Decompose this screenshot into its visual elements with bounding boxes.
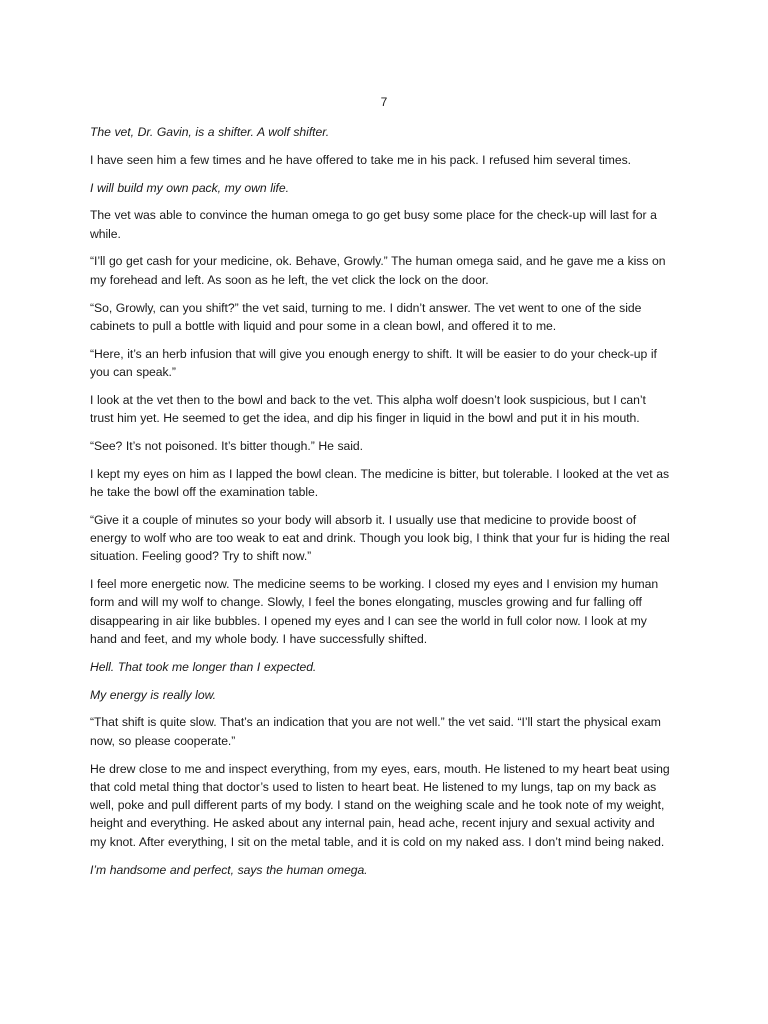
paragraph: The vet, Dr. Gavin, is a shifter. A wolf shifter.: [90, 125, 330, 139]
paragraph: “Give it a couple of minutes so your body will absorb it. I usually use that medicine to provide boost of energy to wolf who are too weak to eat and drink. Though you look big, I think that your fur is hiding the real situation. Feeling good? Try to shift now.”: [90, 512, 670, 564]
paragraph: Hell. That took me longer than I expected.: [90, 659, 317, 674]
paragraph: “So, Growly, can you shift?” the vet said, turning to me. I didn’t answer. The vet went to one of the side cabinets to pull a bottle with liquid and pour some in a clean bowl, and offered it to me.: [90, 300, 642, 333]
page-body: [90, 123, 672, 888]
paragraph: I kept my eyes on him as I lapped the bowl clean. The medicine is bitter, but tolerable. I looked at the vet as he take the bowl off the examination table.: [90, 466, 670, 499]
paragraph: He drew close to me and inspect everything, from my eyes, ears, mouth. He listened to my heart beat using that cold metal thing that doctor’s used to listen to heart beat. He listened to my lungs, tap on my back as well, poke and pull different parts of my body. I stand on the weighing scale and he took note of my weight, height and everything. He asked about any internal pain, head ache, recent injury and sexual activity and my knot. After everything, I sit on the metal table, and it is cold on my naked ass. I don’t mind being naked.: [90, 761, 670, 849]
paragraph: “That shift is quite slow. That’s an indication that you are not well.” the vet said. “I’ll start the physical exam now, so please cooperate.”: [90, 715, 661, 748]
paragraph: I will build my own pack, my own life.: [90, 180, 289, 195]
paragraph: “See? It’s not poisoned. It’s bitter though.” He said.: [90, 438, 363, 453]
paragraph: I feel more energetic now. The medicine seems to be working. I closed my eyes and I envision my human form and will my wolf to change. Slowly, I feel the bones elongating, muscles growing and fur falling off disappearing in air like bubbles. I opened my eyes and I can see the world in full color now. I look at my hand and feet, and my whole body. I have successfully shifted.: [90, 577, 659, 647]
paragraph: The vet was able to convince the human omega to go get busy some place for the check-up will last for a while.: [90, 208, 657, 241]
paragraph: I’m handsome and perfect, says the human omega.: [90, 862, 368, 877]
paragraph: I have seen him a few times and he have offered to take me in his pack. I refused him several times.: [90, 152, 631, 167]
paragraph: My energy is really low.: [90, 687, 216, 702]
paragraph: “I’ll go get cash for your medicine, ok. Behave, Growly.” The human omega said, and he gave me a kiss on my forehead and left. As soon as he left, the vet click the lock on the door.: [90, 254, 666, 287]
paragraph: “Here, it’s an herb infusion that will give you enough energy to shift. It will be easier to do your check-up if you can speak.”: [90, 346, 657, 379]
page-number: 7: [380, 95, 388, 109]
paragraph: I look at the vet then to the bowl and back to the vet. This alpha wolf doesn’t look suspicious, but I can’t trust him yet. He seemed to get the idea, and dip his finger in liquid in the bowl and put it in his mouth.: [90, 392, 646, 426]
